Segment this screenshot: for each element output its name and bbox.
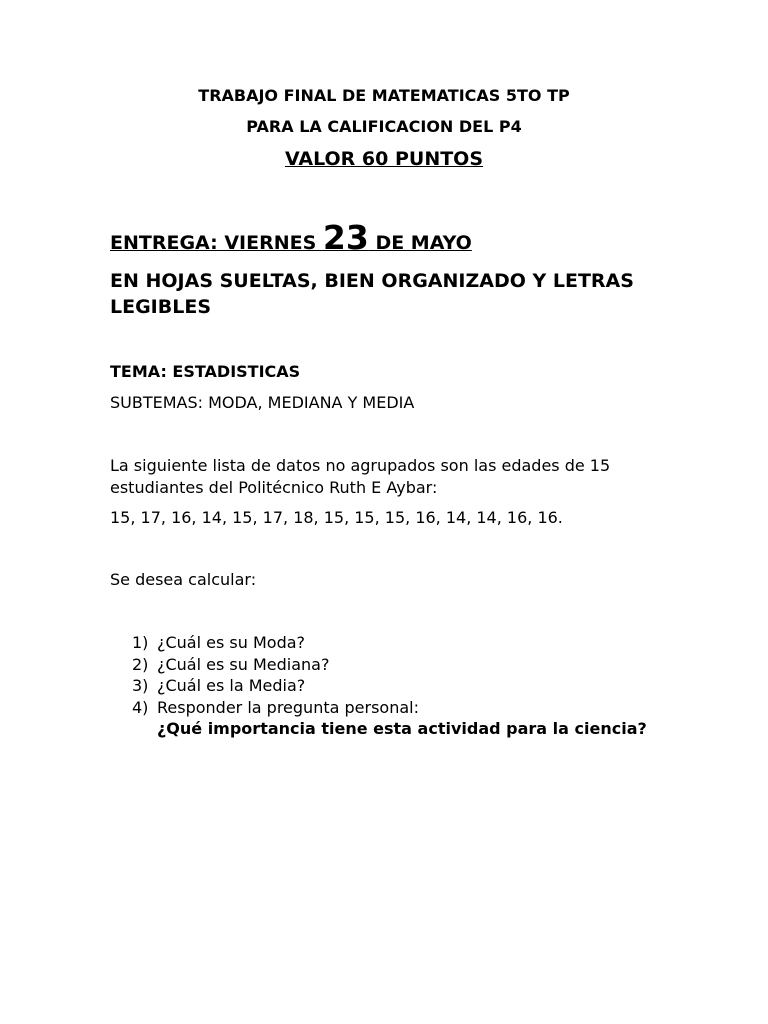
document-title: TRABAJO FINAL DE MATEMATICAS 5TO TP	[198, 86, 570, 105]
due-date-day: 23	[322, 218, 369, 257]
submission-instructions: EN HOJAS SUELTAS, BIEN ORGANIZADO Y LETRAS LEGIBLES	[110, 270, 634, 318]
list-item	[132, 697, 662, 719]
due-date-suffix: DE MAYO	[368, 232, 472, 254]
due-date	[110, 218, 660, 257]
question-list	[132, 632, 662, 740]
intro-paragraph: La siguiente lista de datos no agrupados son las edades de 15 estudiantes del Politécnico Ruth E Aybar:	[110, 456, 611, 497]
calculate-prompt: Se desea calcular:	[110, 570, 257, 589]
topic: TEMA: ESTADISTICAS	[110, 362, 301, 381]
list-item	[132, 675, 662, 697]
question-text: ¿Cuál es su Mediana?	[157, 654, 330, 674]
question-number: 4)	[132, 697, 149, 717]
question-number: 1)	[132, 633, 149, 652]
question-number: 3)	[132, 676, 149, 695]
subtopics: SUBTEMAS: MODA, MEDIANA Y MEDIA	[110, 393, 415, 412]
question-number: 2)	[132, 654, 149, 674]
list-item	[132, 632, 662, 654]
question-text: ¿Cuál es la Media?	[157, 676, 306, 695]
question-text: Responder la pregunta personal:	[157, 697, 419, 717]
question-text: ¿Cuál es su Moda?	[157, 633, 306, 652]
data-list: 15, 17, 16, 14, 15, 17, 18, 15, 15, 15, 16, 14, 14, 16, 16.	[110, 508, 563, 527]
list-item	[132, 654, 662, 676]
document-subtitle: PARA LA CALIFICACION DEL P4	[246, 117, 522, 136]
personal-question: ¿Qué importancia tiene esta actividad para la ciencia?	[157, 719, 647, 738]
points-value: VALOR 60 PUNTOS	[284, 148, 484, 170]
due-date-prefix: ENTREGA: VIERNES	[110, 232, 323, 254]
